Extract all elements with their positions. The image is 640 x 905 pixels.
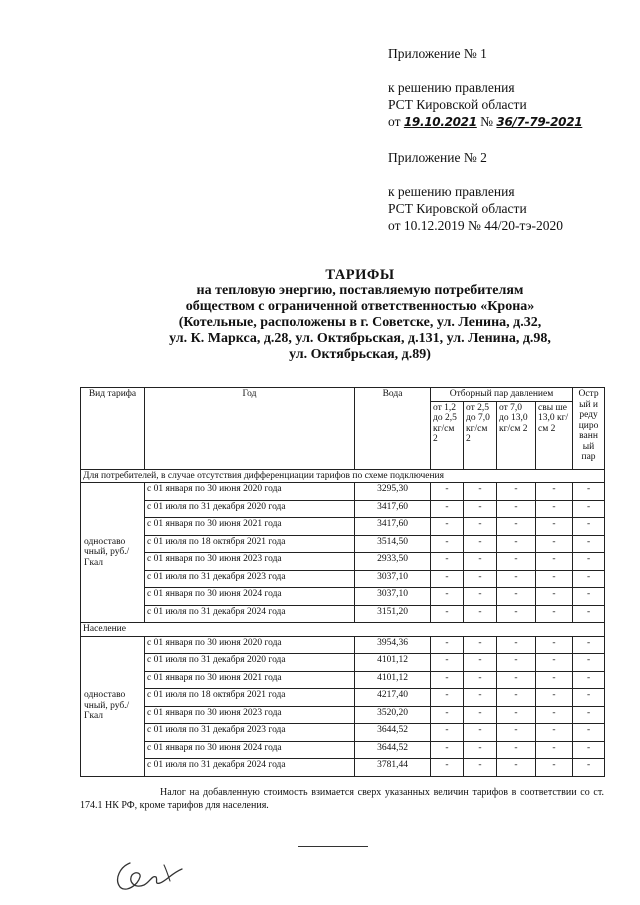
period-cell: с 01 января по 30 июня 2024 года — [145, 741, 355, 759]
table-row — [81, 706, 605, 724]
section-population: Население — [81, 623, 605, 637]
period-cell: с 01 июля по 31 декабря 2024 года — [145, 605, 355, 623]
annex-2-line1: к решению правления — [388, 184, 515, 199]
heading-line-3: (Котельные, расположены в г. Советске, ул. Ленина, д.32, — [178, 315, 542, 330]
dash-cell: - — [573, 500, 605, 518]
dash-cell: - — [464, 483, 497, 501]
dash-cell: - — [573, 588, 605, 606]
header-year: Год — [145, 388, 355, 470]
dash-cell: - — [497, 535, 536, 553]
annex-1-line2: РСТ Кировской области — [388, 97, 527, 112]
table-row — [81, 535, 605, 553]
water-cell: 3520,20 — [355, 706, 431, 724]
dash-cell: - — [573, 689, 605, 707]
dash-cell: - — [536, 570, 573, 588]
dash-cell: - — [497, 636, 536, 654]
dash-cell: - — [431, 500, 464, 518]
heading-title: ТАРИФЫ — [325, 267, 395, 283]
water-cell: 3781,44 — [355, 759, 431, 777]
period-cell: с 01 июля по 31 декабря 2020 года — [145, 654, 355, 672]
dash-cell: - — [431, 741, 464, 759]
dash-cell: - — [464, 535, 497, 553]
dash-cell: - — [431, 570, 464, 588]
annex-1-title: Приложение № 1 — [388, 46, 487, 61]
table-row — [81, 588, 605, 606]
dash-cell: - — [573, 671, 605, 689]
dash-cell: - — [497, 553, 536, 571]
header-sharp-steam: Остр ый и реду циро ванн ый пар — [573, 388, 605, 470]
dash-cell: - — [573, 553, 605, 571]
dash-cell: - — [536, 535, 573, 553]
table-row — [81, 741, 605, 759]
period-cell: с 01 июля по 31 декабря 2020 года — [145, 500, 355, 518]
table-row — [81, 654, 605, 672]
dash-cell: - — [536, 689, 573, 707]
dash-cell: - — [497, 724, 536, 742]
dash-cell: - — [464, 654, 497, 672]
table-row — [81, 724, 605, 742]
handwritten-signature — [110, 855, 190, 895]
water-cell: 3644,52 — [355, 741, 431, 759]
table-row — [81, 553, 605, 571]
water-cell: 4101,12 — [355, 654, 431, 672]
dash-cell: - — [497, 570, 536, 588]
dash-cell: - — [573, 518, 605, 536]
dash-cell: - — [464, 570, 497, 588]
period-cell: с 01 января по 30 июня 2023 года — [145, 553, 355, 571]
table-row — [81, 689, 605, 707]
dash-cell: - — [573, 741, 605, 759]
dash-cell: - — [497, 689, 536, 707]
dash-cell: - — [464, 500, 497, 518]
dash-cell: - — [573, 706, 605, 724]
tariff-kind-cell: одноставо чный, руб./Гкал — [81, 483, 145, 623]
annex-2-block — [388, 149, 563, 234]
dash-cell: - — [536, 636, 573, 654]
annex-1-date: 19.10.2021 — [403, 115, 477, 129]
dash-cell: - — [497, 518, 536, 536]
water-cell: 4101,12 — [355, 671, 431, 689]
header-pressure-4: свы ше 13,0 кг/см 2 — [536, 401, 573, 469]
dash-cell: - — [464, 518, 497, 536]
dash-cell: - — [573, 654, 605, 672]
dash-cell: - — [464, 605, 497, 623]
annex-1-number: 36/7-79-2021 — [496, 115, 583, 129]
dash-cell: - — [431, 654, 464, 672]
dash-cell: - — [431, 588, 464, 606]
dash-cell: - — [431, 483, 464, 501]
dash-cell: - — [497, 605, 536, 623]
dash-cell: - — [536, 588, 573, 606]
dash-cell: - — [497, 483, 536, 501]
dash-cell: - — [464, 671, 497, 689]
dash-cell: - — [536, 724, 573, 742]
dash-cell: - — [573, 483, 605, 501]
section-row — [81, 623, 605, 637]
dash-cell: - — [573, 759, 605, 777]
period-cell: с 01 июля по 18 октября 2021 года — [145, 535, 355, 553]
heading-line-1: на тепловую энергию, поставляемую потребителям — [196, 283, 524, 298]
dash-cell: - — [573, 535, 605, 553]
annex-1-prefix: от — [388, 114, 401, 129]
water-cell: 3954,36 — [355, 636, 431, 654]
dash-cell: - — [536, 654, 573, 672]
dash-cell: - — [573, 570, 605, 588]
tariff-kind-cell: одноставо чный, руб./Гкал — [81, 636, 145, 776]
header-pressure-1: от 1,2 до 2,5 кг/см 2 — [431, 401, 464, 469]
table-row — [81, 500, 605, 518]
dash-cell: - — [431, 605, 464, 623]
section-row — [81, 469, 605, 483]
dash-cell: - — [536, 553, 573, 571]
table-row — [81, 671, 605, 689]
dash-cell: - — [536, 518, 573, 536]
table-row — [81, 759, 605, 777]
dash-cell: - — [431, 724, 464, 742]
annex-1-line1: к решению правления — [388, 80, 515, 95]
period-cell: с 01 июля по 31 декабря 2024 года — [145, 759, 355, 777]
period-cell: с 01 июля по 31 декабря 2023 года — [145, 724, 355, 742]
dash-cell: - — [464, 706, 497, 724]
dash-cell: - — [497, 671, 536, 689]
tariff-table — [80, 387, 605, 777]
dash-cell: - — [536, 500, 573, 518]
dash-cell: - — [497, 706, 536, 724]
dash-cell: - — [431, 535, 464, 553]
header-water: Вода — [355, 388, 431, 470]
dash-cell: - — [464, 553, 497, 571]
period-cell: с 01 января по 30 июня 2021 года — [145, 671, 355, 689]
dash-cell: - — [573, 724, 605, 742]
dash-cell: - — [464, 724, 497, 742]
annex-1-line3 — [388, 113, 582, 131]
dash-cell: - — [536, 759, 573, 777]
document-heading — [100, 267, 620, 363]
dash-cell: - — [536, 741, 573, 759]
table-row — [81, 636, 605, 654]
dash-cell: - — [497, 759, 536, 777]
dash-cell: - — [497, 654, 536, 672]
water-cell: 3644,52 — [355, 724, 431, 742]
table-row — [81, 605, 605, 623]
annex-2-line2: РСТ Кировской области — [388, 201, 527, 216]
dash-cell: - — [536, 605, 573, 623]
water-cell: 3037,10 — [355, 570, 431, 588]
header-pressure-3: от 7,0 до 13,0 кг/см 2 — [497, 401, 536, 469]
table-row — [81, 518, 605, 536]
dash-cell: - — [573, 605, 605, 623]
dash-cell: - — [536, 483, 573, 501]
dash-cell: - — [497, 588, 536, 606]
dash-cell: - — [536, 706, 573, 724]
dash-cell: - — [431, 689, 464, 707]
water-cell: 3295,30 — [355, 483, 431, 501]
dash-cell: - — [431, 553, 464, 571]
annex-2-title: Приложение № 2 — [388, 150, 487, 165]
water-cell: 3417,60 — [355, 500, 431, 518]
dash-cell: - — [497, 741, 536, 759]
annex-2-line3: от 10.12.2019 № 44/20-тэ-2020 — [388, 218, 563, 233]
table-row — [81, 570, 605, 588]
water-cell: 3037,10 — [355, 588, 431, 606]
water-cell: 3417,60 — [355, 518, 431, 536]
period-cell: с 01 июля по 31 декабря 2023 года — [145, 570, 355, 588]
heading-line-5: ул. Октябрьская, д.89) — [289, 347, 431, 362]
section-consumers: Для потребителей, в случае отсутствия дифференциации тарифов по схеме подключения — [81, 469, 605, 483]
dash-cell: - — [431, 636, 464, 654]
dash-cell: - — [464, 588, 497, 606]
period-cell: с 01 января по 30 июня 2024 года — [145, 588, 355, 606]
dash-cell: - — [431, 671, 464, 689]
water-cell: 4217,40 — [355, 689, 431, 707]
dash-cell: - — [536, 671, 573, 689]
water-cell: 2933,50 — [355, 553, 431, 571]
signature-line — [298, 846, 368, 847]
water-cell: 3514,50 — [355, 535, 431, 553]
period-cell: с 01 января по 30 июня 2023 года — [145, 706, 355, 724]
dash-cell: - — [573, 636, 605, 654]
table-row — [81, 483, 605, 501]
dash-cell: - — [464, 689, 497, 707]
period-cell: с 01 января по 30 июня 2020 года — [145, 636, 355, 654]
dash-cell: - — [464, 759, 497, 777]
annex-1-block — [388, 45, 582, 131]
header-steam: Отборный пар давлением — [431, 388, 573, 402]
period-cell: с 01 января по 30 июня 2020 года — [145, 483, 355, 501]
water-cell: 3151,20 — [355, 605, 431, 623]
period-cell: с 01 июля по 18 октября 2021 года — [145, 689, 355, 707]
vat-footnote: Налог на добавленную стоимость взимается сверх указанных величин тарифов в соответствии со ст. 174.1 НК РФ, кроме тарифов для населения. — [80, 787, 604, 811]
dash-cell: - — [464, 636, 497, 654]
dash-cell: - — [464, 741, 497, 759]
heading-line-4: ул. К. Маркса, д.28, ул. Октябрьская, д.131, ул. Ленина, д.98, — [169, 331, 551, 346]
period-cell: с 01 января по 30 июня 2021 года — [145, 518, 355, 536]
dash-cell: - — [431, 759, 464, 777]
annex-1-num-sign: № — [480, 114, 494, 129]
header-pressure-2: от 2,5 до 7,0 кг/см 2 — [464, 401, 497, 469]
header-kind: Вид тарифа — [81, 388, 145, 470]
dash-cell: - — [431, 706, 464, 724]
dash-cell: - — [431, 518, 464, 536]
dash-cell: - — [497, 500, 536, 518]
heading-line-2: обществом с ограниченной ответственностью «Крона» — [185, 299, 535, 314]
